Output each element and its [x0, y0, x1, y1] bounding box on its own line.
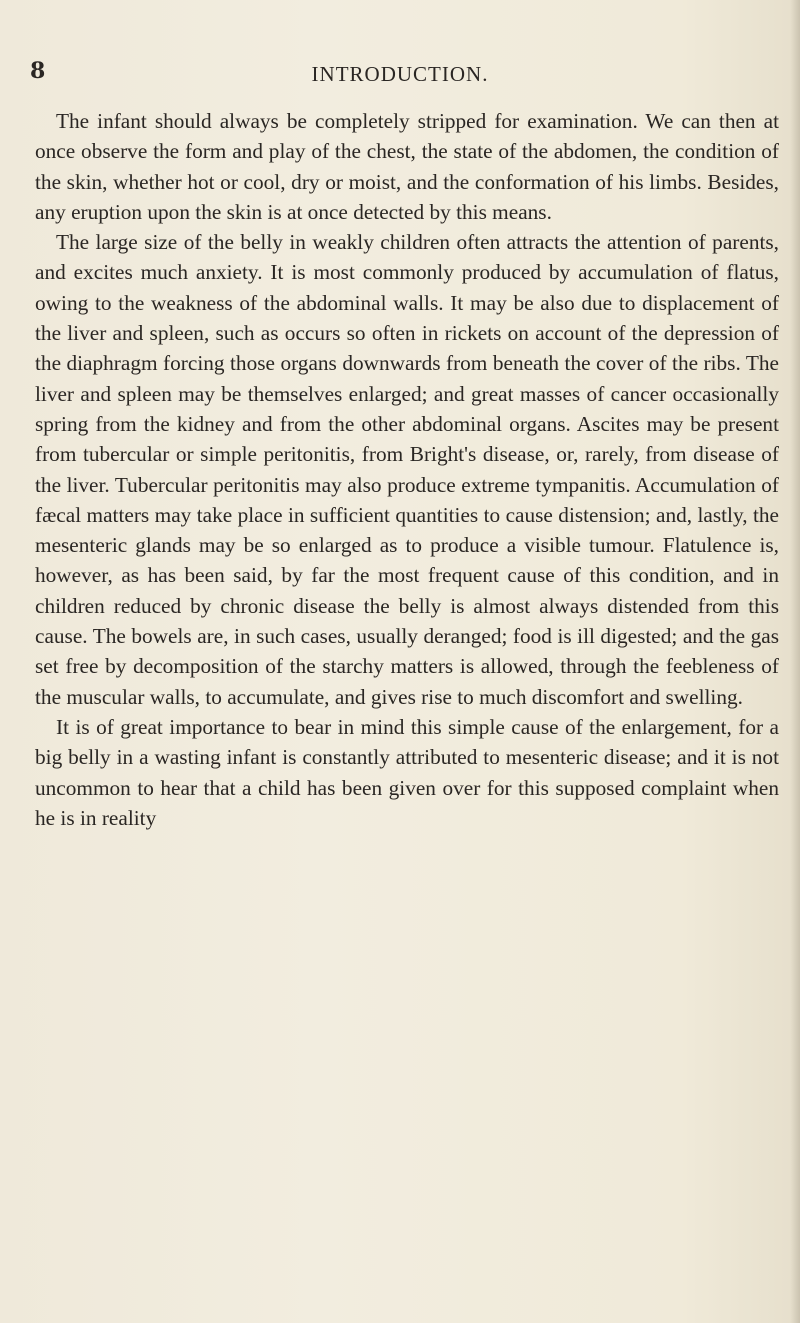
running-head: INTRODUCTION.: [311, 62, 489, 86]
paragraph-large-belly: The large size of the belly in weakly children often attracts the attention of parents, and excites much anxiety. It is most commonly produced by accumulation of flatus, owing to the weakness of the abdominal walls. It may be also due to displacement of the liver and spleen, such as occurs so often in rickets on account of the depression of the diaphragm forcing those organs downwards from beneath the cover of the ribs. The liver and spleen may be themselves enlarged; and great masses of cancer occasionally spring from the kidney and from the other abdominal organs. Ascites may be present from tubercular or simple peritonitis, from Bright's disease, or, rarely, from disease of the liver. Tubercular peritonitis may also produce extreme tympanitis. Accumulation of fæcal matters may take place in sufficient quantities to cause distension; and, lastly, the mesenteric glands may be so enlarged as to produce a visible tumour. Flatulence is, however, as has been said, by far the most frequent cause of this condition, and in children reduced by chronic disease the belly is almost always distended from this cause. The bowels are, in such cases, usually deranged; food is ill digested; and the gas set free by decomposition of the starchy matters is allowed, through the feebleness of the muscular walls, to accumulate, and gives rise to much discomfort and swelling.: [35, 230, 779, 709]
paragraph-examination: The infant should always be completely stripped for examination. We can then at once observe the form and play of the chest, the state of the abdomen, the condition of the skin, whether hot or cool, dry or moist, and the conformation of his limbs. Besides, any eruption upon the skin is at once detected by this means.: [35, 109, 779, 224]
body-text: [35, 106, 779, 833]
page-header: [0, 58, 800, 88]
page-edge-shadow: [790, 0, 800, 1323]
page-number: 8: [30, 58, 46, 84]
paragraph-importance: It is of great importance to bear in mind this simple cause of the enlargement, for a big belly in a wasting infant is constantly attributed to mesenteric disease; and it is not uncommon to hear that a child has been given over for this supposed complaint when he is in reality: [35, 714, 779, 830]
